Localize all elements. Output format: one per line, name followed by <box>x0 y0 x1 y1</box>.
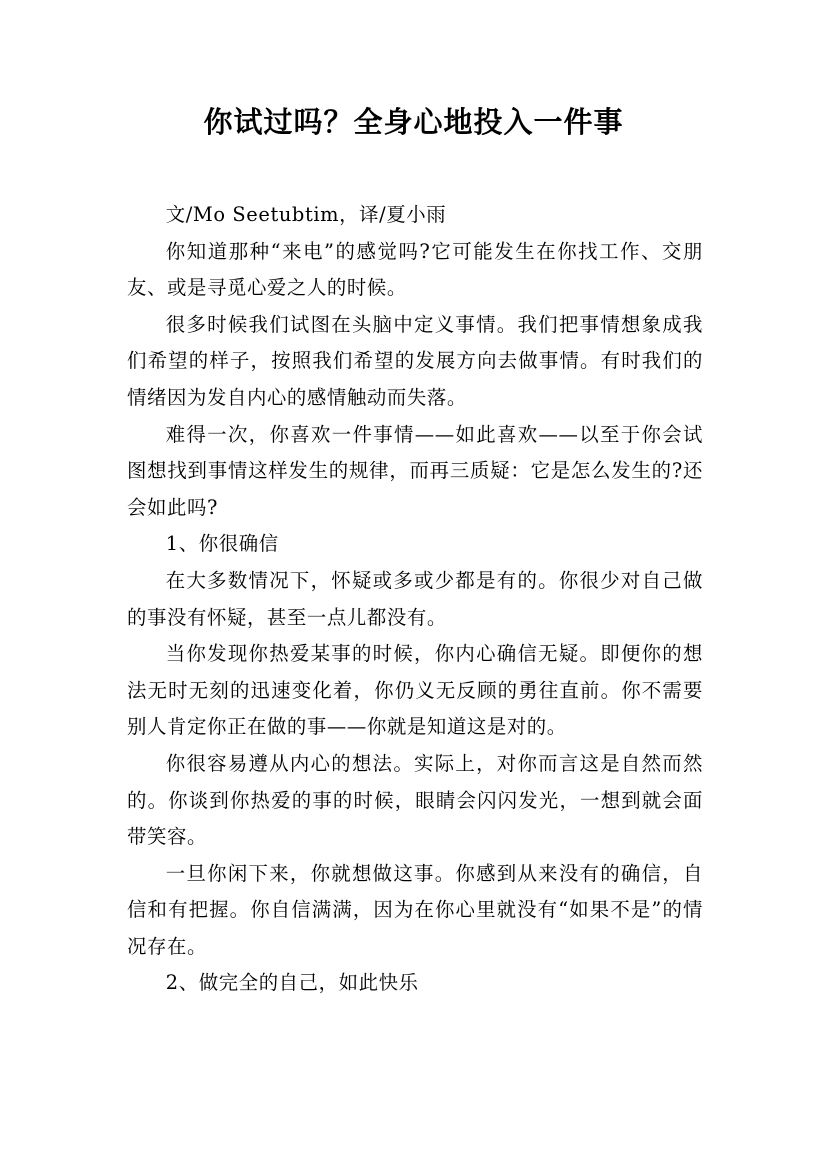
byline: 文/Mo Seetubtim，译/夏小雨 <box>165 203 447 226</box>
document-body <box>127 197 703 1002</box>
paragraph: 在大多数情况下，怀疑或多或少都是有的。你很少对自己做的事没有怀疑，甚至一点儿都没有。 <box>127 568 703 629</box>
paragraph: 你很容易遵从内心的想法。实际上，对你而言这是自然而然的。你谈到你热爱的事的时候，眼睛会闪闪发光，一想到就会面带笑容。 <box>127 751 703 849</box>
paragraph: 一旦你闲下来，你就想做这事。你感到从来没有的确信，自信和有把握。你自信满满，因为在你心里就没有“如果不是”的情况存在。 <box>127 861 703 958</box>
paragraph: 很多时候我们试图在头脑中定义事情。我们把事情想象成我们希望的样子，按照我们希望的发展方向去做事情。有时我们的情绪因为发自内心的感情触动而失落。 <box>127 312 703 409</box>
section-heading: 1、你很确信 <box>165 532 279 556</box>
paragraph: 难得一次，你喜欢一件事情——如此喜欢——以至于你会试图想找到事情这样发生的规律，而再三质疑：它是怎么发生的?还会如此吗? <box>127 422 703 519</box>
document-title: 你试过吗？全身心地投入一件事 <box>203 105 624 139</box>
paragraph: 当你发现你热爱某事的时候，你内心确信无疑。即便你的想法无时无刻的迅速变化着，你仍义无反顾的勇往直前。你不需要别人肯定你正在做的事——你就是知道这是对的。 <box>127 642 703 739</box>
section-heading: 2、做完全的自己，如此快乐 <box>165 971 419 995</box>
paragraph: 你知道那种“来电”的感觉吗?它可能发生在你找工作、交朋友、或是寻觅心爱之人的时候。 <box>127 239 703 300</box>
